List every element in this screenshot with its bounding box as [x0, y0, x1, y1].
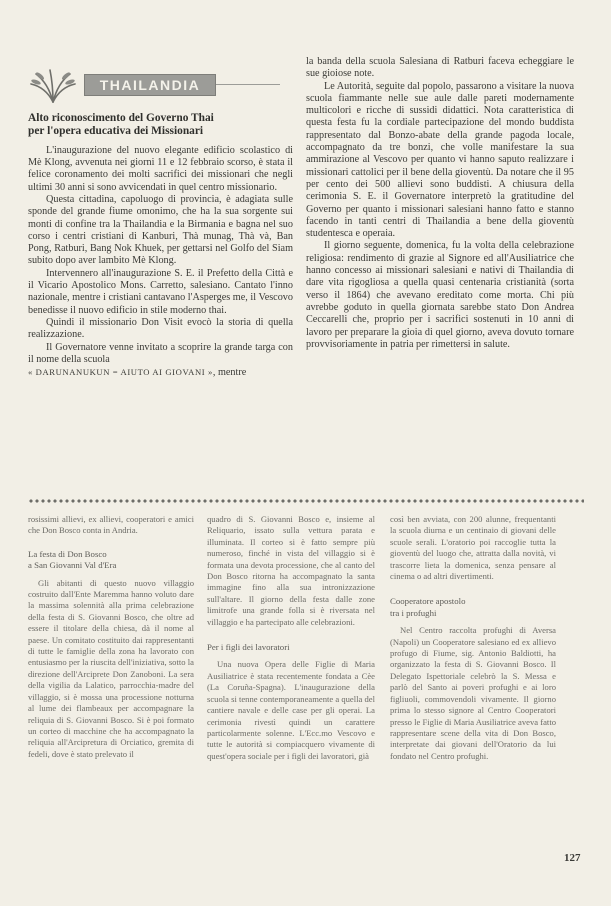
article-paragraph: L'inaugurazione del nuovo elegante edificio scolastico di Mè Klong, avvenuta nei giorni 11 e 12 febbraio scorso, è stata il felice coronamento dei molti sacrifici dei missionari che negli ultimi 30 anni si sono avvicendati in quel centro missionario. — [28, 144, 293, 193]
subhead-line: Per i figli dei lavoratori — [207, 642, 290, 653]
headline-line-1: Alto riconoscimento del Governo Thai — [28, 112, 214, 124]
news-column-3 — [390, 514, 556, 762]
news-paragraph: Gli abitanti di questo nuovo villaggio costruito dall'Ente Maremma hanno voluto dare la massima solennità alla prima celebrazione della festa di S. Giovanni Bosco, che oltre ad essere il titolare della chiesa, dà il nome al paese. Un comitato costituito dai rappresentanti di tutte le famiglie della zona ha lavorato con entusiasmo per la riuscita dell'iniziativa, sotto la direzione dell'Arciprete Don Zanoboni. La sera della vigilia da Lalatico, parrocchia-madre del villaggio, si è mossa una processione notturna al lume dei flambeaux per accompagnare la reliquia di S. Giovanni Bosco. Si è poi formato un corteo di macchine che ha accompagnato la reliquia all'Arcipretura di Orciatico, gremita di fedeli, dove è stato prelevato il — [28, 577, 194, 759]
banner-rule — [216, 84, 280, 85]
article-paragraph-end — [28, 366, 293, 379]
subhead-line: Cooperatore apostolo — [390, 596, 466, 607]
article-paragraph: Intervennero all'inaugurazione S. E. il Prefetto della Città e il Vicario Apostolico Mons. Carretto, salesiano. Cantato l'inno nazionale, mentre i cristiani cantavano l'Asperges me, il Vescovo benedisse il nuovo edificio in stile moderno thai. — [28, 267, 293, 316]
news-paragraph: Nel Centro raccolta profughi di Aversa (Napoli) un Cooperatore salesiano ed ex allievo profugo di Fiume, sig. Antonio Baldiotti, ha organizzato la festa di S. Giovanni Bosco. Il Delegato Ispettoriale celebrò la S. Messa e parlò del Santo ai poveri profughi e ai loro figliuoli, commovendoli vivamente. Il giorno prima lo stesso signore al Centro Cooperatori presso le Figlie di Maria Ausiliatrice aveva fatto rappresentare scene della vita di Don Bosco, interpretate dai giovani dell'Oratorio da lui fondato nel Centro profughi. — [390, 625, 556, 761]
article-paragraph: Il Governatore venne invitato a scoprire la grande targa con il nome della scuola — [28, 341, 293, 365]
news-paragraph: quadro di S. Giovanni Bosco e, insieme al Reliquario, issato sulla vettura parata e illuminata. Il corteo si è fatto sempre più numeroso, finché in vista del villaggio si è formata una devota processione, che al canto del Don Bosco ritorna ha accompagnato la santa immagine fino alla sua intronizzazione sull'altare. Il giorno della festa dalle zone limitrofe una grande folla si è riversata nel villaggio e ha partecipato alle celebrazioni. — [207, 514, 375, 627]
article-paragraph: Il giorno seguente, domenica, fu la volta della celebrazione religiosa: rendimento di grazie al Signore ed all'Ausiliatrice che hanno concesso ai missionari salesiani e nativi di Thailandia di dare vita rigogliosa a quella quasi centenaria cristianità (sorta verso il 1864) che avevano ereditato come morta. Chi più avrebbe goduto in quella giornata sarebbe stato Don Andrea Ceccarelli che, proprio per i sacrifici sostenuti in 10 anni di lavoro per preparare la gioia di quel giorno, aveva dovuto tornare provvisoriamente in patria per rimettersi in salute. — [306, 240, 574, 350]
news-paragraph: Una nuova Opera delle Figlie di Maria Ausiliatrice è stata recentemente fondata a Cèe (La Coruña-Spagna). L'inaugurazione della scuola si tenne contemporaneamente a quella del cantiere navale e delle case per gli operai. La cerimonia rivestì quindi un carattere particolarmente solenne. L'Ecc.mo Vescovo e tutte le autorità si compiacquero vivamente di quest'opera sociale per i figli dei lavoratori, già — [207, 659, 375, 761]
article-headline — [28, 112, 293, 139]
paragraph-tail: , mentre — [212, 367, 247, 379]
news-subhead — [28, 549, 194, 572]
news-paragraph: così ben avviata, con 200 alunne, frequentanti la scuola diurna e un centinaio di giovani delle scuole serali. L'oratorio poi raccoglie tutta la gioventù del luogo che, attratta dalla novità, vi trascorre lieta la domenica, senza pensare al cinema o ad altri divertimenti. — [390, 514, 556, 582]
palm-emblem-icon — [28, 68, 78, 104]
page-number: 127 — [564, 852, 581, 864]
article-paragraph: Le Autorità, seguite dal popolo, passarono a visitare la nuova scuola fiammante nelle sue aule dalle pareti modernamente multicolori e ricche di sussidi didattici. Nota caratteristica di questa festa fu la cordiale partecipazione del mondo buddista rappresentato dal Bonzo-abate della grande pagoda locale, accompagnato da tre bonzi, che volle manifestare la sua ammirazione al Vescovo per quanto vi hanno saputo realizzare i missionari cattolici per il bene della gioventù. Da notare che il 95 per cento dei 500 allievi sono buddisti. A chiusura della cerimonia S. E. il Governatore interpretò la gratitudine del Governo per quanto i missionari salesiani hanno fatto e stanno facendo in tanti centri di Thailandia a bene della gioventù studentesca e operaia. — [306, 80, 574, 240]
article-paragraph: Questa cittadina, capoluogo di provincia, è adagiata sulle sponde del grande fiume omonimo, che ha la sua sorgente sui monti di confine tra la Thailandia e la Birmania e bagna nel suo corso i centri cristiani di Kanburi, Thà munag, Thà và, Ban Pong, Ratburi, Bang Nok Khuek, per gettarsi nel Golfo del Siam subito dopo aver lambito Mè Klong. — [28, 194, 293, 267]
news-subhead — [390, 596, 556, 619]
article-right-column — [306, 56, 574, 351]
ornamental-divider — [28, 497, 584, 505]
subhead-line: La festa di Don Bosco — [28, 548, 107, 559]
subhead-line: a San Giovanni Val d'Era — [28, 560, 117, 571]
school-name-caps: « DARUNANUKUN = AIUTO AI GIOVANI » — [28, 367, 213, 378]
news-paragraph: rosissimi allievi, ex allievi, cooperatori e amici che Don Bosco conta in Andria. — [28, 514, 194, 536]
news-column-1 — [28, 514, 194, 760]
article-paragraph: la banda della scuola Salesiana di Ratburi faceva echeggiare le sue gioiose note. — [306, 56, 574, 80]
article-paragraph: Quindi il missionario Don Visit evocò la storia di quella realizzazione. — [28, 316, 293, 341]
headline-line-2: per l'opera educativa dei Missionari — [28, 125, 204, 138]
news-column-2 — [207, 514, 375, 762]
article-left-column — [28, 112, 293, 379]
news-subhead — [207, 642, 375, 653]
section-banner: THAILANDIA — [84, 74, 216, 96]
subhead-line: tra i profughi — [390, 607, 437, 618]
